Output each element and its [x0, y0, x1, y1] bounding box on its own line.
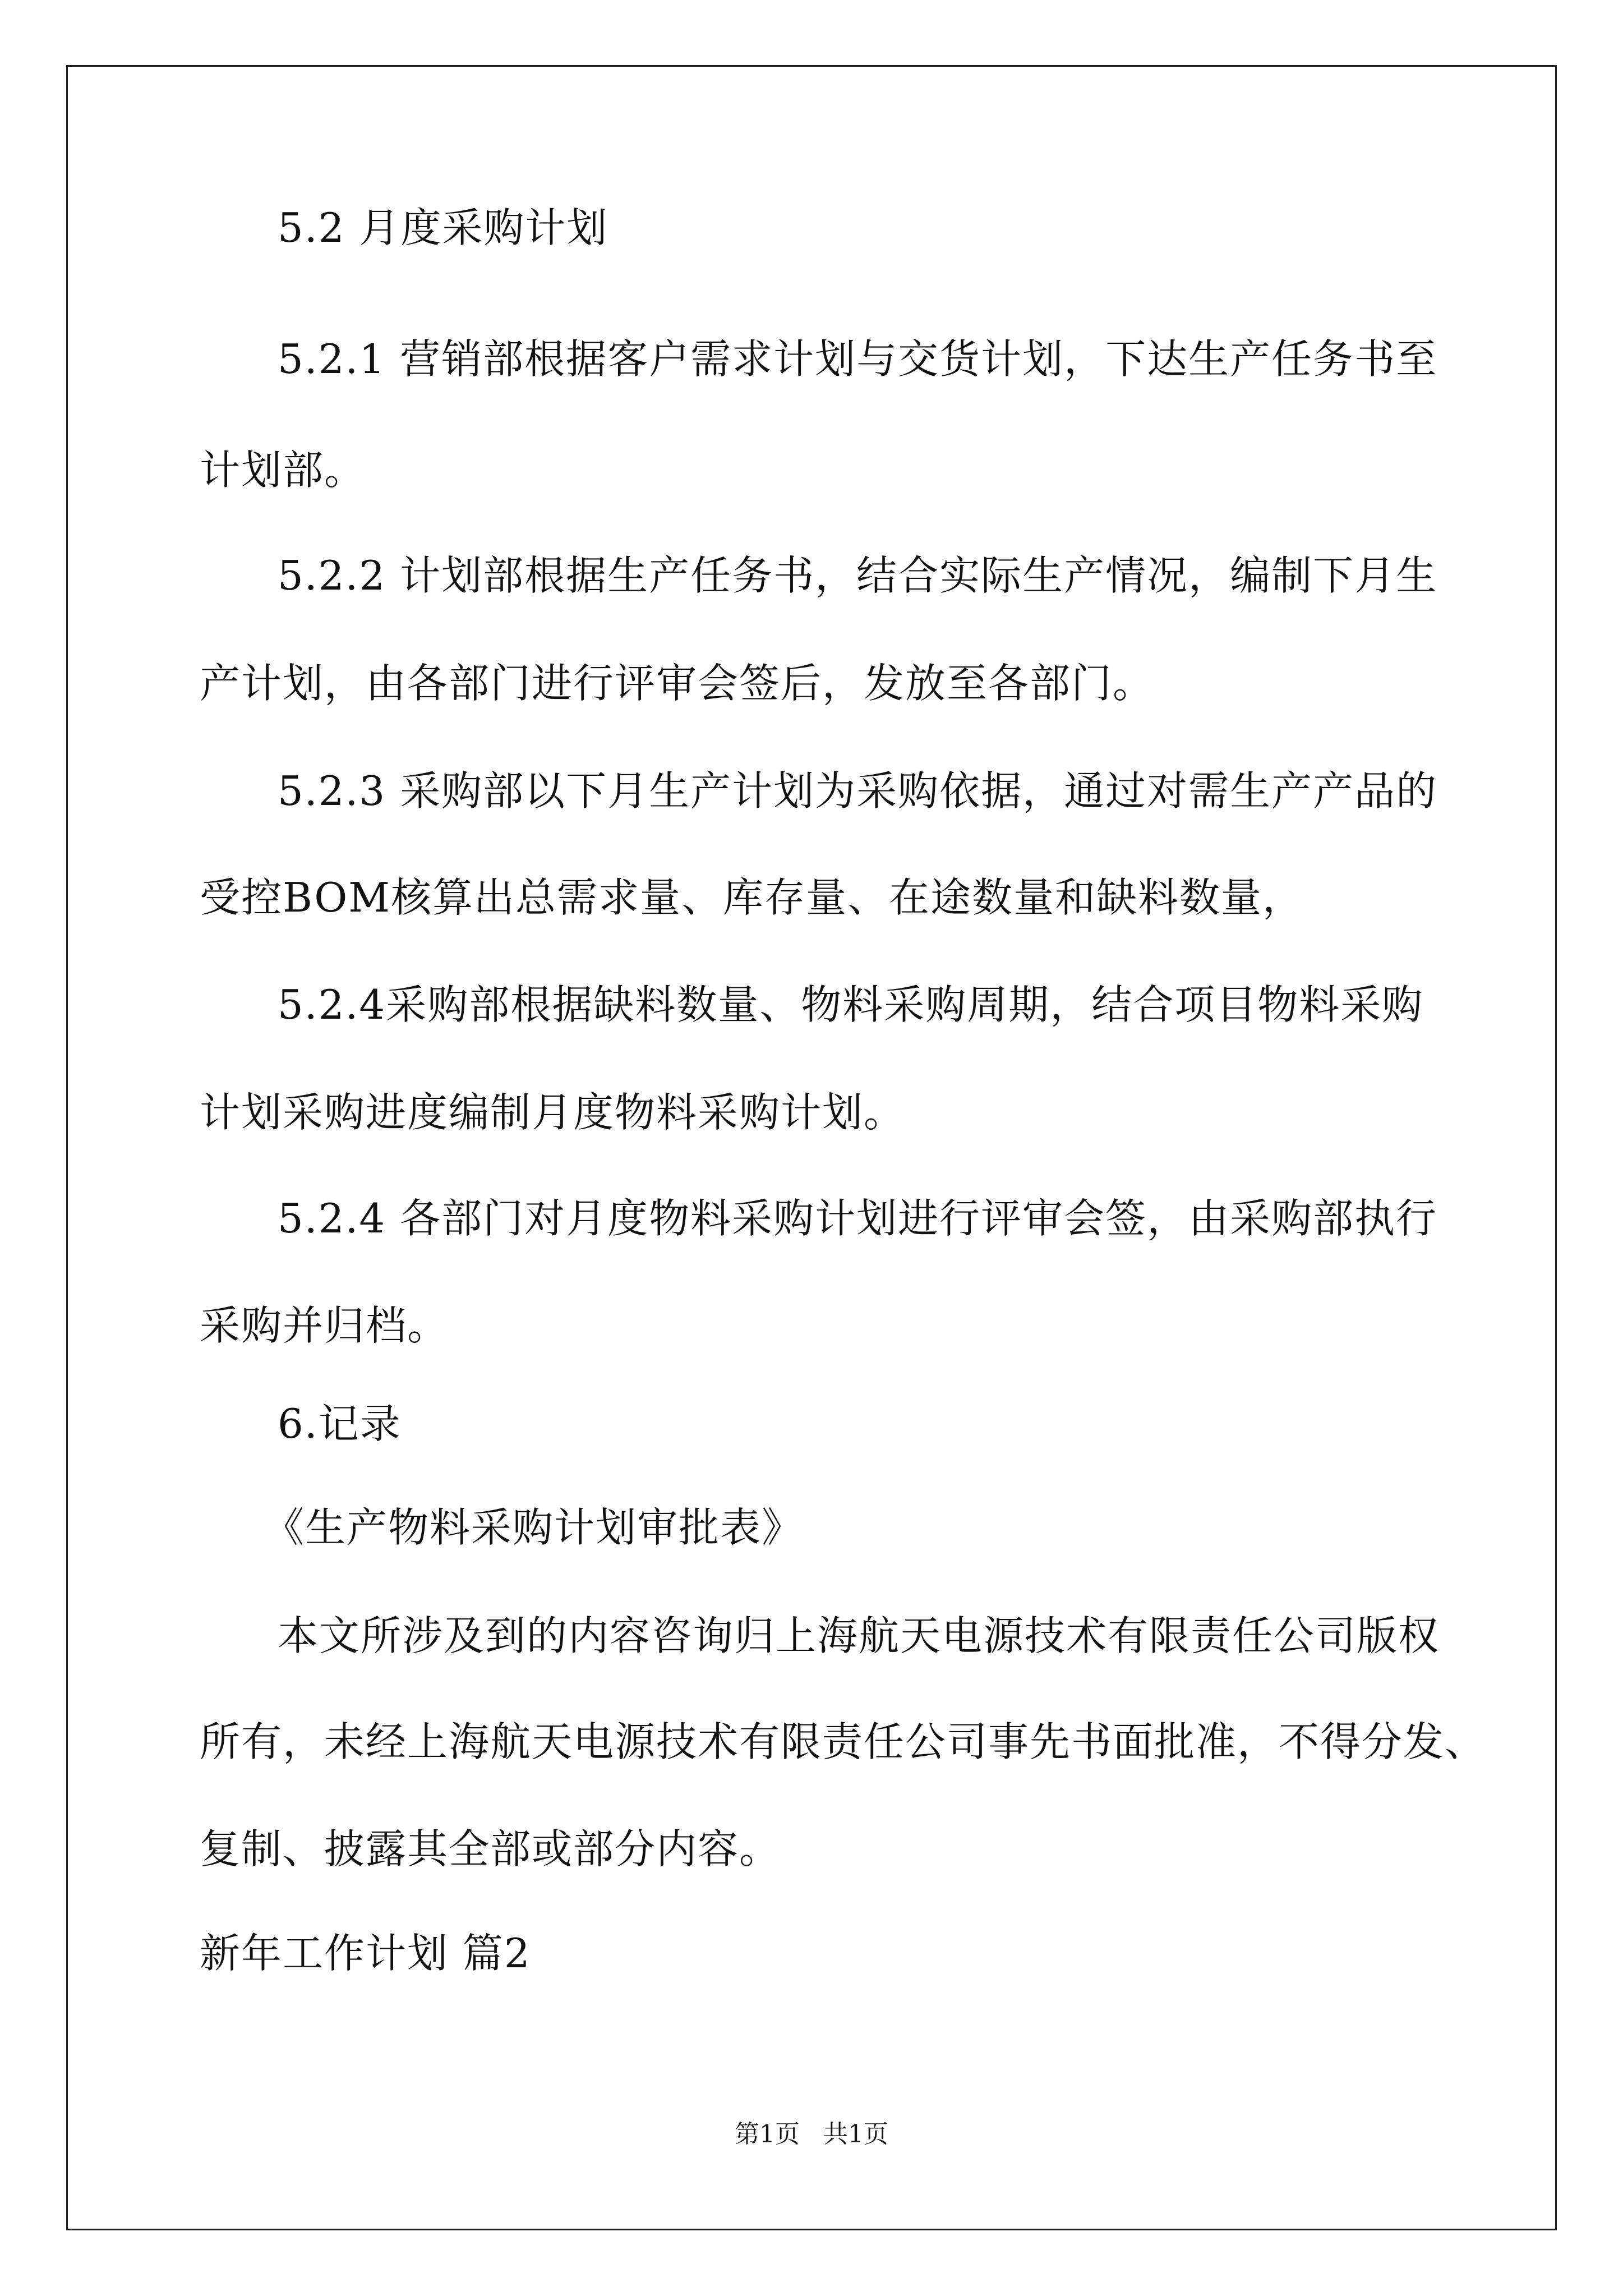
record-title: 《生产物料采购计划审批表》: [264, 1504, 804, 1551]
paragraph-line: 5.2.4采购部根据缺料数量、物料采购周期，结合项目物料采购: [278, 981, 1424, 1028]
paragraph-line: 5.2.4 各部门对月度物料采购计划进行评审会签，由采购部执行: [278, 1195, 1438, 1242]
section-heading: 6.记录: [278, 1400, 402, 1447]
paragraph-line: 产计划，由各部门进行评审会签后，发放至各部门。: [200, 660, 1155, 707]
paragraph-line: 本文所涉及到的内容咨询归上海航天电源技术有限责任公司版权: [278, 1612, 1440, 1659]
paragraph-line: 5.2.2 计划部根据生产任务书，结合实际生产情况，编制下月生: [278, 552, 1438, 599]
paragraph-line: 5.2.1 营销部根据客户需求计划与交货计划，下达生产任务书至: [278, 335, 1438, 383]
paragraph-line: 采购并归档。: [200, 1302, 449, 1349]
page-footer: [0, 2118, 1623, 2151]
paragraph-line: 受控BOM核算出总需求量、库存量、在途数量和缺料数量，: [200, 874, 1304, 921]
paragraph-line: 计划部。: [200, 447, 366, 494]
page-border: [66, 65, 1557, 2230]
paragraph-line: 计划采购进度编制月度物料采购计划。: [200, 1089, 906, 1136]
paragraph-line: 5.2.3 采购部以下月生产计划为采购依据，通过对需生产产品的: [278, 767, 1438, 815]
section-heading: 新年工作计划 篇2: [200, 1930, 531, 1977]
section-heading: 5.2 月度采购计划: [278, 204, 608, 251]
paragraph-line: 复制、披露其全部或部分内容。: [200, 1825, 781, 1872]
paragraph-line: 所有，未经上海航天电源技术有限责任公司事先书面批准，不得分发、: [200, 1718, 1487, 1765]
page-number: 第1页 共1页: [735, 2120, 888, 2148]
